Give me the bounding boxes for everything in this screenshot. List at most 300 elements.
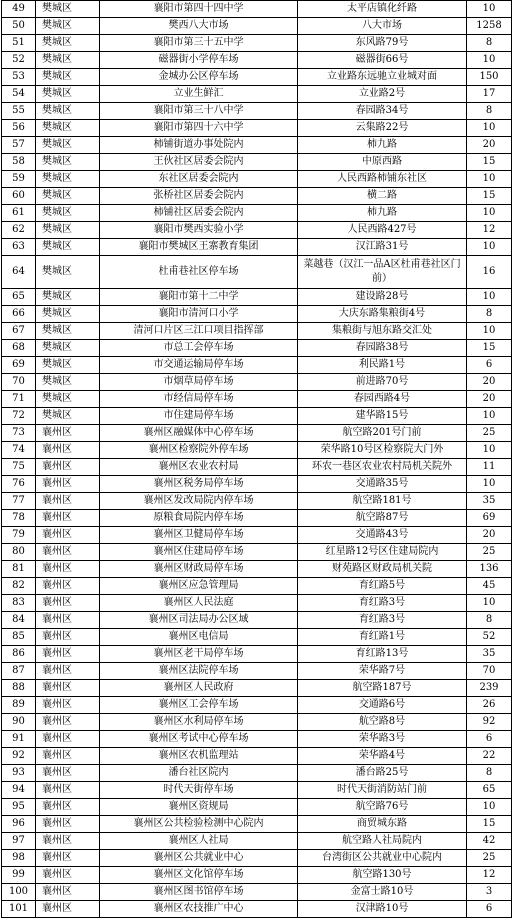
row-number: 53 — [2, 69, 36, 86]
district-cell: 襄州区 — [36, 527, 100, 544]
space-count-cell: 16 — [467, 256, 512, 289]
row-number: 93 — [2, 765, 36, 782]
row-number: 68 — [2, 340, 36, 357]
location-name-cell: 市烟草局停车场 — [100, 374, 298, 391]
table-row — [2, 391, 512, 408]
space-count-cell: 1258 — [467, 18, 512, 35]
district-cell: 襄州区 — [36, 476, 100, 493]
row-number: 59 — [2, 171, 36, 188]
space-count-cell: 65 — [467, 782, 512, 799]
location-name-cell: 襄州区法院停车场 — [100, 663, 298, 680]
address-cell: 航空路76号 — [298, 799, 467, 816]
table-row — [2, 612, 512, 629]
address-cell: 建设路28号 — [298, 289, 467, 306]
row-number: 60 — [2, 188, 36, 205]
space-count-cell: 17 — [467, 86, 512, 103]
row-number: 99 — [2, 867, 36, 884]
address-cell: 航空路187号 — [298, 680, 467, 697]
location-name-cell: 襄州区发改局院内停车场 — [100, 493, 298, 510]
space-count-cell: 10 — [467, 799, 512, 816]
location-name-cell: 襄阳市樊城区王寨教育集团 — [100, 239, 298, 256]
space-count-cell: 10 — [467, 1, 512, 18]
location-name-cell: 襄阳市第三十五中学 — [100, 35, 298, 52]
space-count-cell: 52 — [467, 629, 512, 646]
table-row — [2, 171, 512, 188]
address-cell: 中原西路 — [298, 154, 467, 171]
address-cell: 建华路15号 — [298, 408, 467, 425]
table-row — [2, 816, 512, 833]
space-count-cell: 35 — [467, 646, 512, 663]
row-number: 96 — [2, 816, 36, 833]
location-name-cell: 东社区居委会院内 — [100, 171, 298, 188]
space-count-cell: 20 — [467, 391, 512, 408]
space-count-cell: 6 — [467, 731, 512, 748]
table-row — [2, 222, 512, 239]
table-row — [2, 561, 512, 578]
table-row — [2, 137, 512, 154]
row-number: 97 — [2, 833, 36, 850]
address-cell: 荣华路3号 — [298, 731, 467, 748]
location-name-cell: 襄州区文化馆停车场 — [100, 867, 298, 884]
address-cell: 育红路1号 — [298, 629, 467, 646]
location-name-cell: 襄州区老干局停车场 — [100, 646, 298, 663]
space-count-cell: 8 — [467, 612, 512, 629]
row-number: 57 — [2, 137, 36, 154]
row-number: 55 — [2, 103, 36, 120]
location-name-cell: 襄州区农机监理站 — [100, 748, 298, 765]
table-row — [2, 120, 512, 137]
district-cell: 樊城区 — [36, 120, 100, 137]
table-row — [2, 663, 512, 680]
table-row — [2, 306, 512, 323]
row-number: 85 — [2, 629, 36, 646]
address-cell: 东风路79号 — [298, 35, 467, 52]
district-cell: 樊城区 — [36, 239, 100, 256]
row-number: 75 — [2, 459, 36, 476]
address-cell: 航空路人社局院内 — [298, 833, 467, 850]
address-cell: 航空路181号 — [298, 493, 467, 510]
row-number: 74 — [2, 442, 36, 459]
row-number: 90 — [2, 714, 36, 731]
district-cell: 襄州区 — [36, 544, 100, 561]
table-row — [2, 408, 512, 425]
space-count-cell: 11 — [467, 459, 512, 476]
space-count-cell: 8 — [467, 306, 512, 323]
district-cell: 襄州区 — [36, 697, 100, 714]
location-name-cell: 磁器街小学停车场 — [100, 52, 298, 69]
location-name-cell: 襄州区资规局 — [100, 799, 298, 816]
location-name-cell: 杜甫巷社区停车场 — [100, 256, 298, 289]
district-cell: 襄州区 — [36, 765, 100, 782]
space-count-cell: 22 — [467, 748, 512, 765]
space-count-cell: 8 — [467, 35, 512, 52]
row-number: 79 — [2, 527, 36, 544]
district-cell: 襄州区 — [36, 714, 100, 731]
space-count-cell: 45 — [467, 578, 512, 595]
district-cell: 襄州区 — [36, 799, 100, 816]
address-cell: 云集路22号 — [298, 120, 467, 137]
table-row — [2, 901, 512, 918]
address-cell: 前进路70号 — [298, 374, 467, 391]
district-cell: 襄州区 — [36, 816, 100, 833]
table-row — [2, 442, 512, 459]
row-number: 61 — [2, 205, 36, 222]
table-row — [2, 697, 512, 714]
district-cell: 樊城区 — [36, 137, 100, 154]
district-cell: 襄州区 — [36, 442, 100, 459]
address-cell: 立业路2号 — [298, 86, 467, 103]
address-cell: 荣华路4号 — [298, 748, 467, 765]
location-name-cell: 市交通运输局停车场 — [100, 357, 298, 374]
row-number: 64 — [2, 256, 36, 289]
district-cell: 襄州区 — [36, 646, 100, 663]
district-cell: 樊城区 — [36, 69, 100, 86]
row-number: 69 — [2, 357, 36, 374]
district-cell: 樊城区 — [36, 357, 100, 374]
location-name-cell: 襄州区融媒体中心停车场 — [100, 425, 298, 442]
space-count-cell: 25 — [467, 425, 512, 442]
location-name-cell: 襄州区检察院外停车场 — [100, 442, 298, 459]
address-cell: 红星路12号区住建局院内 — [298, 544, 467, 561]
district-cell: 樊城区 — [36, 289, 100, 306]
location-name-cell: 清河口片区三江口项目指挥部 — [100, 323, 298, 340]
row-number: 87 — [2, 663, 36, 680]
location-name-cell: 襄州区公共检验检测中心院内 — [100, 816, 298, 833]
district-cell: 襄州区 — [36, 425, 100, 442]
row-number: 89 — [2, 697, 36, 714]
table-row — [2, 884, 512, 901]
table-row — [2, 374, 512, 391]
address-cell: 育红路5号 — [298, 578, 467, 595]
district-cell: 樊城区 — [36, 205, 100, 222]
table-row — [2, 69, 512, 86]
table-row — [2, 205, 512, 222]
row-number: 81 — [2, 561, 36, 578]
district-cell: 襄州区 — [36, 833, 100, 850]
location-name-cell: 襄阳市第三十八中学 — [100, 103, 298, 120]
location-name-cell: 襄州区农业农村局 — [100, 459, 298, 476]
table-row — [2, 459, 512, 476]
row-number: 101 — [2, 901, 36, 918]
table-row — [2, 578, 512, 595]
address-cell: 育红路3号 — [298, 595, 467, 612]
address-cell: 时代天街消防站门前 — [298, 782, 467, 799]
address-cell: 柿九路 — [298, 205, 467, 222]
address-cell: 立业路东远驰立业城对面 — [298, 69, 467, 86]
space-count-cell: 10 — [467, 595, 512, 612]
table-row — [2, 188, 512, 205]
space-count-cell: 20 — [467, 137, 512, 154]
address-cell: 集粮街与旭东路交汇处 — [298, 323, 467, 340]
location-name-cell: 潘台社区院内 — [100, 765, 298, 782]
address-cell: 育红路13号 — [298, 646, 467, 663]
table-row — [2, 510, 512, 527]
space-count-cell: 35 — [467, 493, 512, 510]
space-count-cell: 10 — [467, 120, 512, 137]
location-name-cell: 柿铺社区居委会院内 — [100, 205, 298, 222]
table-row — [2, 850, 512, 867]
table-row — [2, 493, 512, 510]
location-name-cell: 张桥社区居委会院内 — [100, 188, 298, 205]
district-cell: 樊城区 — [36, 171, 100, 188]
location-name-cell: 襄州区应急管理局 — [100, 578, 298, 595]
table-row — [2, 256, 512, 289]
district-cell: 襄州区 — [36, 867, 100, 884]
space-count-cell: 70 — [467, 663, 512, 680]
address-cell: 财苑路区财政局机关院 — [298, 561, 467, 578]
district-cell: 樊城区 — [36, 340, 100, 357]
district-cell: 襄州区 — [36, 510, 100, 527]
row-number: 88 — [2, 680, 36, 697]
location-name-cell: 襄州区图书馆停车场 — [100, 884, 298, 901]
district-cell: 襄州区 — [36, 578, 100, 595]
district-cell: 樊城区 — [36, 1, 100, 18]
space-count-cell: 15 — [467, 816, 512, 833]
address-cell: 八大市场 — [298, 18, 467, 35]
table-row — [2, 595, 512, 612]
row-number: 50 — [2, 18, 36, 35]
district-cell: 襄州区 — [36, 850, 100, 867]
space-count-cell: 12 — [467, 222, 512, 239]
space-count-cell: 20 — [467, 374, 512, 391]
table-row — [2, 35, 512, 52]
location-name-cell: 襄州区卫健局停车场 — [100, 527, 298, 544]
address-cell: 汉津路10号 — [298, 901, 467, 918]
address-cell: 春园路38号 — [298, 340, 467, 357]
location-name-cell: 金城办公区停车场 — [100, 69, 298, 86]
row-number: 56 — [2, 120, 36, 137]
district-cell: 樊城区 — [36, 188, 100, 205]
district-cell: 襄州区 — [36, 595, 100, 612]
district-cell: 襄州区 — [36, 782, 100, 799]
district-cell: 襄州区 — [36, 629, 100, 646]
address-cell: 太平店镇化纤路 — [298, 1, 467, 18]
space-count-cell: 8 — [467, 103, 512, 120]
address-cell: 磁器街66号 — [298, 52, 467, 69]
district-cell: 樊城区 — [36, 154, 100, 171]
space-count-cell: 25 — [467, 850, 512, 867]
district-cell: 樊城区 — [36, 18, 100, 35]
address-cell: 交通路43号 — [298, 527, 467, 544]
address-cell: 汉江路31号 — [298, 239, 467, 256]
district-cell: 樊城区 — [36, 35, 100, 52]
row-number: 71 — [2, 391, 36, 408]
address-cell: 利民路1号 — [298, 357, 467, 374]
address-cell: 荣华路10号区检察院大门外 — [298, 442, 467, 459]
table-row — [2, 18, 512, 35]
location-name-cell: 襄州区人社局 — [100, 833, 298, 850]
location-name-cell: 襄阳市第十二中学 — [100, 289, 298, 306]
district-cell: 樊城区 — [36, 86, 100, 103]
row-number: 73 — [2, 425, 36, 442]
location-name-cell: 襄州区住建局停车场 — [100, 544, 298, 561]
location-name-cell: 襄州区人民政府 — [100, 680, 298, 697]
district-cell: 樊城区 — [36, 306, 100, 323]
location-name-cell: 王伙社区居委会院内 — [100, 154, 298, 171]
table-row — [2, 1, 512, 18]
space-count-cell: 10 — [467, 476, 512, 493]
row-number: 82 — [2, 578, 36, 595]
table-row — [2, 86, 512, 103]
space-count-cell: 42 — [467, 833, 512, 850]
district-cell: 樊城区 — [36, 374, 100, 391]
row-number: 94 — [2, 782, 36, 799]
row-number: 86 — [2, 646, 36, 663]
space-count-cell: 10 — [467, 52, 512, 69]
table-row — [2, 425, 512, 442]
table-row — [2, 765, 512, 782]
space-count-cell: 26 — [467, 697, 512, 714]
address-cell: 大庆东路集粮街4号 — [298, 306, 467, 323]
location-name-cell: 襄阳市第四十六中学 — [100, 120, 298, 137]
location-name-cell: 襄州区水利局停车场 — [100, 714, 298, 731]
row-number: 92 — [2, 748, 36, 765]
space-count-cell: 20 — [467, 527, 512, 544]
space-count-cell: 10 — [467, 408, 512, 425]
table-row — [2, 289, 512, 306]
address-cell: 环农一巷区农业农村局机关院外 — [298, 459, 467, 476]
row-number: 80 — [2, 544, 36, 561]
location-name-cell: 时代天街停车场 — [100, 782, 298, 799]
table-row — [2, 799, 512, 816]
table-row — [2, 629, 512, 646]
space-count-cell: 8 — [467, 765, 512, 782]
address-cell: 金富士路10号 — [298, 884, 467, 901]
space-count-cell: 10 — [467, 205, 512, 222]
district-cell: 襄州区 — [36, 663, 100, 680]
row-number: 91 — [2, 731, 36, 748]
table-row — [2, 782, 512, 799]
row-number: 58 — [2, 154, 36, 171]
row-number: 63 — [2, 239, 36, 256]
table-row — [2, 527, 512, 544]
location-name-cell: 襄州区人民法庭 — [100, 595, 298, 612]
district-cell: 樊城区 — [36, 323, 100, 340]
location-name-cell: 襄州区工会停车场 — [100, 697, 298, 714]
address-cell: 人民西路柿铺东社区 — [298, 171, 467, 188]
table-row — [2, 340, 512, 357]
space-count-cell: 15 — [467, 340, 512, 357]
location-name-cell: 襄阳市樊西实验小学 — [100, 222, 298, 239]
district-cell: 樊城区 — [36, 391, 100, 408]
location-name-cell: 柿铺街道办事处院内 — [100, 137, 298, 154]
space-count-cell: 239 — [467, 680, 512, 697]
space-count-cell: 6 — [467, 901, 512, 918]
location-name-cell: 襄州区农技推广中心 — [100, 901, 298, 918]
row-number: 72 — [2, 408, 36, 425]
table-row — [2, 833, 512, 850]
district-cell: 襄州区 — [36, 612, 100, 629]
address-cell: 交通路6号 — [298, 697, 467, 714]
table-row — [2, 731, 512, 748]
location-name-cell: 襄阳市第四十四中学 — [100, 1, 298, 18]
table-row — [2, 680, 512, 697]
address-cell: 横二路 — [298, 188, 467, 205]
space-count-cell: 10 — [467, 289, 512, 306]
district-cell: 襄州区 — [36, 561, 100, 578]
address-cell: 菜越巷（汉江一品A区杜甫巷社区门前） — [298, 256, 467, 289]
row-number: 95 — [2, 799, 36, 816]
row-number: 54 — [2, 86, 36, 103]
row-number: 66 — [2, 306, 36, 323]
address-cell: 春园路34号 — [298, 103, 467, 120]
table-row — [2, 544, 512, 561]
row-number: 78 — [2, 510, 36, 527]
table-row — [2, 103, 512, 120]
address-cell: 航空路8号 — [298, 714, 467, 731]
address-cell: 育红路3号 — [298, 612, 467, 629]
district-cell: 樊城区 — [36, 256, 100, 289]
space-count-cell: 92 — [467, 714, 512, 731]
row-number: 83 — [2, 595, 36, 612]
table-row — [2, 867, 512, 884]
table-row — [2, 239, 512, 256]
space-count-cell: 15 — [467, 154, 512, 171]
district-cell: 襄州区 — [36, 731, 100, 748]
district-cell: 襄州区 — [36, 901, 100, 918]
location-name-cell: 襄州区电信局 — [100, 629, 298, 646]
space-count-cell: 150 — [467, 69, 512, 86]
district-cell: 襄州区 — [36, 493, 100, 510]
row-number: 65 — [2, 289, 36, 306]
location-name-cell: 樊西八大市场 — [100, 18, 298, 35]
row-number: 98 — [2, 850, 36, 867]
address-cell: 航空路201号门前 — [298, 425, 467, 442]
space-count-cell: 12 — [467, 867, 512, 884]
space-count-cell: 3 — [467, 884, 512, 901]
space-count-cell: 10 — [467, 442, 512, 459]
space-count-cell: 69 — [467, 510, 512, 527]
row-number: 84 — [2, 612, 36, 629]
table-row — [2, 646, 512, 663]
district-cell: 襄州区 — [36, 748, 100, 765]
row-number: 49 — [2, 1, 36, 18]
address-cell: 航空路130号 — [298, 867, 467, 884]
district-cell: 襄州区 — [36, 459, 100, 476]
space-count-cell: 136 — [467, 561, 512, 578]
location-name-cell: 原粮食局院内停车场 — [100, 510, 298, 527]
table-row — [2, 323, 512, 340]
address-cell: 荣华路7号 — [298, 663, 467, 680]
location-name-cell: 立业生鲜汇 — [100, 86, 298, 103]
space-count-cell: 10 — [467, 171, 512, 188]
row-number: 76 — [2, 476, 36, 493]
location-name-cell: 市住建局停车场 — [100, 408, 298, 425]
district-cell: 樊城区 — [36, 408, 100, 425]
location-name-cell: 襄州区税务局停车场 — [100, 476, 298, 493]
address-cell: 商贸城东路 — [298, 816, 467, 833]
district-cell: 樊城区 — [36, 103, 100, 120]
row-number: 70 — [2, 374, 36, 391]
location-name-cell: 市经信局停车场 — [100, 391, 298, 408]
table-row — [2, 714, 512, 731]
row-number: 100 — [2, 884, 36, 901]
address-cell: 航空路87号 — [298, 510, 467, 527]
row-number: 62 — [2, 222, 36, 239]
address-cell: 人民西路427号 — [298, 222, 467, 239]
address-cell: 交通路35号 — [298, 476, 467, 493]
row-number: 51 — [2, 35, 36, 52]
space-count-cell: 10 — [467, 239, 512, 256]
location-name-cell: 襄阳市清河口小学 — [100, 306, 298, 323]
space-count-cell: 15 — [467, 188, 512, 205]
district-cell: 樊城区 — [36, 52, 100, 69]
parking-table-body — [2, 1, 512, 918]
space-count-cell: 25 — [467, 544, 512, 561]
location-name-cell: 市总工会停车场 — [100, 340, 298, 357]
location-name-cell: 襄州区公共就业中心 — [100, 850, 298, 867]
table-row — [2, 154, 512, 171]
